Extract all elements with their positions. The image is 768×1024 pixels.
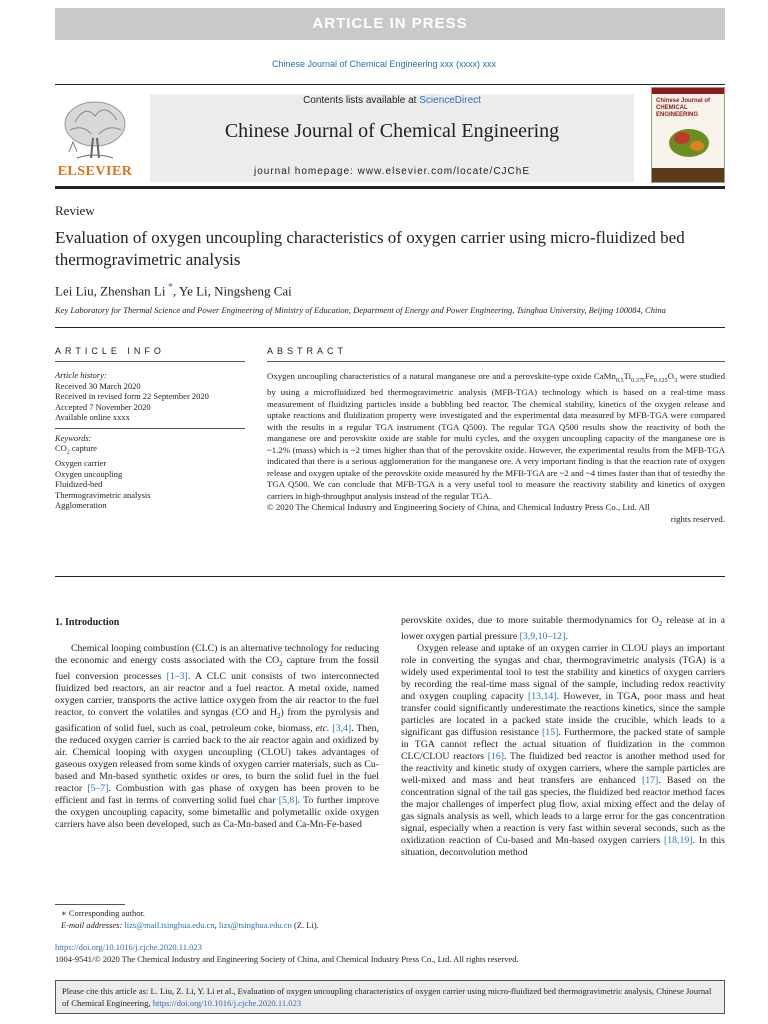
footnote-text: Corresponding author. [68, 908, 145, 918]
keyword-text: capture [69, 443, 97, 453]
body-text: . Furthermore, the packed state of sample in TGA cannot reflect the actual situation of fluidization in the common CLC/CLOU reactors [401, 726, 725, 762]
formula-subscript: 0.5 [615, 377, 624, 384]
keyword-item [55, 443, 245, 458]
reference-link[interactable]: [17] [641, 774, 659, 786]
copyright-end: rights reserved. [670, 513, 725, 524]
reference-link[interactable]: [18,19] [663, 834, 693, 846]
keywords-label: Keywords: [55, 432, 92, 443]
abstract-text: Oxygen uncoupling characteristics of a natural manganese ore and a perovskite-type oxide CaMn [267, 371, 616, 381]
abstract-text: Ti [623, 371, 632, 381]
footnote-rule [55, 904, 125, 905]
keyword-subscript: 2 [66, 449, 70, 456]
email-link[interactable]: lizs@tsinghua.edu.cn [218, 920, 292, 930]
masthead-bottom-rule [55, 186, 725, 189]
body-left-column [55, 617, 379, 831]
cover-title-line-2: CHEMICAL ENGINEERING [656, 105, 699, 118]
body-text: capture from the fossil fuel conversion processes [55, 655, 379, 682]
reference-link[interactable]: [5–7] [87, 782, 109, 794]
reference-link[interactable]: [1–3] [166, 670, 188, 682]
keyword-item: Agglomeration [55, 500, 107, 511]
abstract-heading: ABSTRACT [267, 346, 348, 356]
corresponding-author-mark[interactable]: * [165, 282, 173, 293]
body-text: . [565, 630, 568, 642]
history-item: Accepted 7 November 2020 [55, 401, 151, 412]
keyword-item: Thermogravimetric analysis [55, 489, 151, 500]
rights-statement: 1004-9541/© 2020 The Chemical Industry and Engineering Society of China, and Chemical Industry Press Co., Ltd. All rights reserved. [55, 954, 519, 964]
history-item: Available online xxxx [55, 412, 130, 422]
affiliation: Key Laboratory for Thermal Science and Power Engineering of Ministry of Education, Department of Energy and Power Engineering, Tsinghua University, Beijing 100084, China [55, 305, 666, 315]
history-label: Article history: [55, 370, 107, 380]
body-text: . In this situation, deconvolution method [401, 834, 725, 858]
body-right-column [401, 615, 725, 859]
body-text: ) from the pyrolysis and gasification of solid fuel, such as coal, petroleum coke, biomass, [55, 706, 379, 734]
email-suffix: (Z. Li). [291, 920, 319, 930]
authors-part-2: , Ye Li, Ningsheng Cai [172, 283, 292, 299]
homepage-url[interactable]: www.elsevier.com/locate/CJChE [357, 166, 530, 177]
email-separator: , [214, 920, 219, 930]
body-text-italic: etc. [315, 722, 330, 734]
citation-doi-link[interactable]: https://doi.org/10.1016/j.cjche.2020.11.023 [152, 998, 302, 1008]
section-title: 1. Introduction [55, 617, 120, 628]
footnotes [55, 907, 385, 931]
abstract-text: were studied by using a microfluidized bed thermogravimetric analysis (MFB-TGA) technology which is based on a real-time mass measurement of fluidizing particles inside a bubbling bed reactor. The chemical stability, kinetics of the oxygen release and uptake reactions and fluidization property were investigated and the experimental data measured by MFB-TGA were compared with the results in a regular TGA instrument (TGA Q500). The regular TGA Q500 results show the reactivity of both the manganese ore and perovskite oxide are stable for multi cycles, and the oxygen uncoupling capacity of the manganese ore is ~1.2% (mass) which is ~2 times higher than that of the perovskite oxide. However, the experimental results from the MFB-TGA indicated that there is a serious agglomeration for the manganese ore. A very important finding is that the reaction rate of oxygen release and oxygen uptake of the perovskite oxide measured by the MFB-TGA are ~2 and ~4 times faster than that of testedby the TGA Q500. We can conclude that MFB-TGA is a very useful tool to measure the reactivity stability and kinetics of oxygen carriers in high-throughput analysis instead of the regular TGA. [267, 371, 725, 501]
abstract-text: Fe [644, 371, 654, 381]
corresponding-author-note: ∗ Corresponding author. [61, 908, 145, 918]
body-text: . Then, the reduced oxygen carrier is carried back to the air reactor again and oxidized by air. Chemical looping with oxygen uncoupling (CLOU) takes advantages of gaseous oxygen released from some kinds of oxygen carrier materials, such as Cu-based and Mn-based synthetic oxides or ores, to burn the solid fuel in the fuel reactor [55, 722, 380, 794]
abstract-bottom-rule [55, 576, 725, 577]
keyword-item: Oxygen carrier [55, 458, 107, 469]
author-list [55, 282, 292, 299]
journal-reference-link[interactable]: Chinese Journal of Chemical Engineering xxx (xxxx) xxx [271, 59, 497, 69]
body-text: . The fluidized bed reactor is another method used for the reactivity and kinetic study of oxygen carriers, where the sample particles are well-mixed and mass and heat transfers are enhanced [401, 750, 725, 786]
body-paragraph [55, 643, 379, 831]
reference-link[interactable]: [16] [487, 750, 505, 762]
homepage-prefix: journal homepage: [253, 166, 358, 177]
article-history [55, 370, 245, 511]
keywords-rule [55, 428, 245, 429]
elsevier-logo-text: ELSEVIER [57, 164, 133, 179]
doi-block [55, 941, 725, 965]
email-label: E-mail addresses: [61, 920, 125, 930]
masthead-top-rule [55, 84, 725, 85]
contents-line [150, 95, 634, 106]
journal-title: Chinese Journal of Chemical Engineering [224, 120, 560, 142]
body-text: . A CLC unit consists of two interconnected fluidized bed reactors, an air reactor and a fuel reactor. A metal oxide, named oxygen carrier, transports the active lattice oxygen from the air reactor to the fuel reactor, to convert the volatiles and syngas (CO and H [55, 670, 379, 718]
body-text: . Based on the concentration signal of the tail gas species, the fluidized bed reactor method faces the major challenges of imperfect plug flow, axial mixing effect and the delay of gas signals analysis as well, which leads to a large error for the gas concentration signal, especially when a reaction is very fast within several seconds, such as the oxidization reaction of Cu-based and Mn-based oxygen carriers [401, 774, 725, 846]
reference-link[interactable]: [15] [542, 726, 559, 738]
contents-prefix: Contents lists available at [303, 95, 420, 106]
cover-title-line-1: Chinese Journal of [656, 98, 711, 104]
history-item: Received 30 March 2020 [55, 380, 141, 391]
body-text: . To further improve the oxygen uncoupling capacity, some bimetallic and polymetallic oxide oxygen carriers have also been developed, such as Ca-Mn-based and Ca-Mn-Fe-based [55, 794, 380, 830]
body-text: Oxygen release and uptake of an oxygen carrier in CLOU plays an important role in converting the syngas and char, thermogravimetric analysis (TGA) is a widely used experimental tool to test the stability and kinetics of oxygen carriers by recording the real-time mass signal of the sample, including redox reactivity and oxygen coupling capacity [401, 642, 725, 702]
body-text: . However, in TGA, poor mass and heat transfer could significantly underestimate the reactions kinetics, since the sample particles are located in a packed state inside the crucible, which leads to a significant gas diffusion resistance [401, 690, 725, 738]
doi-link[interactable]: https://doi.org/10.1016/j.cjche.2020.11.023 [55, 942, 202, 952]
journal-homepage [150, 166, 634, 177]
header-rule [55, 327, 725, 328]
reference-link[interactable]: [5,8] [278, 794, 298, 806]
email-note [55, 919, 385, 931]
copyright-text: © 2020 The Chemical Industry and Engineering Society of China, and Chemical Industry Press Co., Ltd. All [267, 502, 650, 513]
authors-part-1: Lei Liu, Zhenshan Li [55, 283, 166, 299]
body-subscript: 2 [279, 660, 283, 668]
body-subscript: 2 [277, 712, 281, 720]
abstract-text: O [667, 371, 675, 381]
keyword-item: Oxygen uncoupling [55, 468, 123, 479]
journal-cover-image [651, 87, 725, 183]
body-paragraph [401, 615, 725, 643]
keyword-text: CO [55, 443, 67, 453]
cover-artwork-icon [652, 88, 725, 183]
article-info-heading: ARTICLE INFO [55, 346, 165, 356]
article-type: Review [55, 203, 95, 218]
citation-text: Please cite this article as: L. Liu, Z. Li, Y. Li et al., Evaluation of oxygen uncoupling characteristics of oxygen carrier using micro-fluidized bed thermogravimetric analysis, Chinese Journal of Chemical Engineering, [62, 986, 712, 1008]
article-in-press-banner: ARTICLE IN PRESS [55, 8, 725, 40]
citation-box [55, 980, 725, 1014]
body-text: release at in a lower oxygen partial pressure [401, 615, 725, 642]
email-link[interactable]: lizs@mail.tsinghua.edu.cn [124, 920, 215, 930]
reference-link[interactable]: [3,9,10–12] [519, 630, 566, 642]
history-item: Received in revised form 22 September 2020 [55, 391, 209, 401]
sciencedirect-link[interactable]: ScienceDirect [419, 95, 481, 106]
body-text: . Combustion with gas phase of oxygen has been proven to be efficient and fast in terms of converting solid fuel char [55, 782, 380, 806]
reference-link[interactable]: [13,14] [528, 690, 557, 702]
body-paragraph [401, 643, 725, 859]
article-info-rule [55, 361, 245, 362]
body-text: perovskite oxides, due to more suitable thermodynamics for O [401, 615, 659, 626]
article-title: Evaluation of oxygen uncoupling characteristics of oxygen carrier using micro-fluidized bed thermogravimetric analysis [55, 228, 685, 269]
formula-subscript: 0.375 [631, 377, 645, 384]
abstract-body [267, 371, 725, 525]
reference-link[interactable]: [3,4] [332, 722, 352, 734]
abstract-rule [267, 361, 725, 362]
formula-subscript: 3 [674, 377, 678, 384]
body-text: Chemical looping combustion (CLC) is an alternative technology for reducing the economic and energy costs associated with the CO [55, 643, 379, 666]
keyword-item: Fluidized-bed [55, 479, 103, 490]
formula-subscript: 0.125 [653, 377, 668, 384]
abstract-copyright [267, 502, 725, 525]
body-subscript: 2 [658, 620, 663, 628]
